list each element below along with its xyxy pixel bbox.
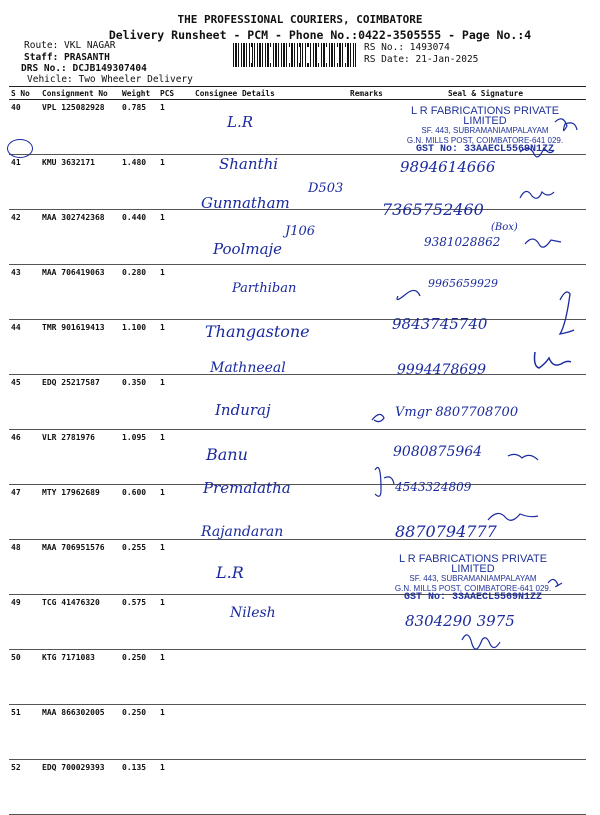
cell-consignee xyxy=(193,760,348,815)
hw-phone-47: Vmgr 8807708700 xyxy=(395,405,519,420)
cell-sno: 40 xyxy=(9,100,40,155)
cell-sno: 48 xyxy=(9,540,40,595)
cell-sno: 49 xyxy=(9,595,40,650)
cell-remarks xyxy=(348,485,385,540)
cell-sno: 50 xyxy=(9,650,40,705)
cell-pcs: 1 xyxy=(158,705,193,760)
cell-consignee xyxy=(193,100,348,155)
hw-phone-48: 9080875964 xyxy=(393,444,483,460)
hw-name-44: Parthiban xyxy=(232,281,297,296)
hw-note-d503: D503 xyxy=(308,181,344,196)
hw-phone-43: 9381028862 xyxy=(424,235,501,249)
barcode-gaps xyxy=(233,47,356,63)
table-row xyxy=(9,485,586,540)
cell-sno: 44 xyxy=(9,320,40,375)
cell-sno: 51 xyxy=(9,705,40,760)
hw-name-51: L.R xyxy=(216,563,244,582)
col-weight: Weight xyxy=(120,87,158,100)
table-row xyxy=(9,760,586,815)
cell-weight: 0.280 xyxy=(120,265,158,320)
cell-weight: 0.575 xyxy=(120,595,158,650)
hw-name-50: Rajandaran xyxy=(201,524,284,540)
cell-sno: 52 xyxy=(9,760,40,815)
runsheet-subtitle: Delivery Runsheet - PCM - Phone No.:0422-3505555 - Page No.:4 xyxy=(108,28,532,42)
cell-remarks xyxy=(348,210,385,265)
cell-remarks xyxy=(348,595,385,650)
hw-name-47: Induraj xyxy=(215,401,271,419)
cell-consignment: MAA 302742368 xyxy=(40,210,120,265)
cell-pcs: 1 xyxy=(158,540,193,595)
cell-remarks xyxy=(348,265,385,320)
cell-sno: 41 xyxy=(9,155,40,210)
stamp-address-line1: SF. 443, SUBRAMANIAMPALAYAM xyxy=(409,574,537,583)
cell-pcs: 1 xyxy=(158,265,193,320)
rs-date: RS Date: 21-Jan-2025 xyxy=(364,54,479,65)
table-row xyxy=(9,155,586,210)
cell-signature xyxy=(385,265,586,320)
cell-consignment: MAA 706419063 xyxy=(40,265,120,320)
hw-name-45: Thangastone xyxy=(205,322,310,341)
cell-consignment: MAA 866302005 xyxy=(40,705,120,760)
col-pcs: PCS xyxy=(158,87,193,100)
hw-note-box: (Box) xyxy=(491,222,518,233)
stamp-company-name: L R FABRICATIONS PRIVATE LIMITED xyxy=(398,553,548,575)
col-sno: S No xyxy=(9,87,40,100)
route-label: Route: VKL NAGAR xyxy=(24,40,116,51)
table-row xyxy=(9,265,586,320)
hw-phone-52: 8304290 3975 xyxy=(405,612,515,630)
drs-label: DRS No.: DCJB149307404 xyxy=(21,63,147,74)
company-stamp-2 xyxy=(378,555,568,603)
table-row xyxy=(9,705,586,760)
cell-consignment: MAA 706951576 xyxy=(40,540,120,595)
cell-pcs: 1 xyxy=(158,430,193,485)
hw-name-43: Poolmaje xyxy=(213,240,283,258)
hw-phone-49: 4543324809 xyxy=(395,480,472,494)
runsheet-table xyxy=(9,86,586,815)
stamp-address-line2: G.N. MILLS POST, COIMBATORE-641 029. xyxy=(394,583,552,593)
cell-consignment: KTG 7171083 xyxy=(40,650,120,705)
hw-name-46: Mathneeal xyxy=(210,360,286,376)
cell-pcs: 1 xyxy=(158,155,193,210)
cell-weight: 0.600 xyxy=(120,485,158,540)
hw-name-49: Premalatha xyxy=(203,479,291,497)
cell-consignment: VLR 2781976 xyxy=(40,430,120,485)
cell-weight: 0.350 xyxy=(120,375,158,430)
cell-sno: 46 xyxy=(9,430,40,485)
cell-consignment: VPL 125082928 xyxy=(40,100,120,155)
col-remarks: Remarks xyxy=(348,87,385,100)
cell-pcs: 1 xyxy=(158,320,193,375)
table-row xyxy=(9,375,586,430)
cell-remarks xyxy=(348,705,385,760)
cell-remarks xyxy=(348,650,385,705)
rs-number: RS No.: 1493074 xyxy=(364,42,450,53)
cell-remarks xyxy=(348,430,385,485)
hw-name-42: Gunnatham xyxy=(201,194,290,212)
col-signature: Seal & Signature xyxy=(385,87,586,100)
cell-remarks xyxy=(348,100,385,155)
cell-signature xyxy=(385,650,586,705)
circled-serial-mark xyxy=(7,139,33,158)
cell-weight: 1.100 xyxy=(120,320,158,375)
hw-phone-41: 9894614666 xyxy=(400,158,496,176)
stamp-address-line2: G.N. MILLS POST, COIMBATORE-641 029. xyxy=(406,135,564,145)
col-consignment: Consignment No xyxy=(40,87,120,100)
hw-name-52: Nilesh xyxy=(230,605,276,621)
cell-signature xyxy=(385,760,586,815)
stamp-gst: GST No: 33AAECL5569N1ZZ xyxy=(415,144,555,155)
hw-phone-50: 8870794777 xyxy=(395,522,497,541)
hw-name-48: Banu xyxy=(206,445,248,464)
table-header-row xyxy=(9,87,586,100)
col-consignee: Consignee Details xyxy=(193,87,348,100)
cell-sno: 43 xyxy=(9,265,40,320)
company-stamp-1 xyxy=(390,107,580,155)
cell-weight: 0.250 xyxy=(120,650,158,705)
vehicle-label: Vehicle: Two Wheeler Delivery xyxy=(27,74,193,85)
cell-consignment: TMR 901619413 xyxy=(40,320,120,375)
cell-signature xyxy=(385,705,586,760)
cell-pcs: 1 xyxy=(158,100,193,155)
stamp-address-line1: SF. 443, SUBRAMANIAMPALAYAM xyxy=(421,126,549,135)
company-title: THE PROFESSIONAL COURIERS, COIMBATORE xyxy=(177,13,423,26)
cell-consignment: EDQ 700029393 xyxy=(40,760,120,815)
hw-phone-44: 9965659929 xyxy=(428,277,498,290)
cell-consignee xyxy=(193,650,348,705)
cell-pcs: 1 xyxy=(158,210,193,265)
staff-label: Staff: PRASANTH xyxy=(24,52,110,63)
cell-pcs: 1 xyxy=(158,485,193,540)
stamp-gst: GST No: 33AAECL5569N1ZZ xyxy=(403,592,543,603)
hw-note-j106: J106 xyxy=(285,224,316,239)
table-row xyxy=(9,430,586,485)
cell-pcs: 1 xyxy=(158,375,193,430)
cell-weight: 0.255 xyxy=(120,540,158,595)
cell-consignment: KMU 3632171 xyxy=(40,155,120,210)
cell-consignment: EDQ 25217587 xyxy=(40,375,120,430)
cell-weight: 0.250 xyxy=(120,705,158,760)
cell-weight: 0.785 xyxy=(120,100,158,155)
table-row xyxy=(9,650,586,705)
cell-sno: 42 xyxy=(9,210,40,265)
cell-weight: 0.135 xyxy=(120,760,158,815)
cell-pcs: 1 xyxy=(158,760,193,815)
cell-remarks xyxy=(348,155,385,210)
cell-remarks xyxy=(348,375,385,430)
cell-consignment: TCG 41476320 xyxy=(40,595,120,650)
hw-name-41: Shanthi xyxy=(219,155,279,173)
cell-weight: 1.480 xyxy=(120,155,158,210)
cell-remarks xyxy=(348,760,385,815)
hw-name-40: L.R xyxy=(227,113,254,131)
cell-weight: 1.095 xyxy=(120,430,158,485)
hw-phone-46: 9994478699 xyxy=(397,362,487,378)
cell-sno: 47 xyxy=(9,485,40,540)
cell-consignee xyxy=(193,595,348,650)
cell-consignment: MTY 17962689 xyxy=(40,485,120,540)
hw-phone-42: 7365752460 xyxy=(382,200,484,219)
stamp-company-name: L R FABRICATIONS PRIVATE LIMITED xyxy=(410,105,560,127)
hw-phone-45: 9843745740 xyxy=(392,315,488,333)
cell-weight: 0.440 xyxy=(120,210,158,265)
cell-signature xyxy=(385,375,586,430)
cell-pcs: 1 xyxy=(158,595,193,650)
cell-pcs: 1 xyxy=(158,650,193,705)
cell-sno: 45 xyxy=(9,375,40,430)
cell-consignee xyxy=(193,705,348,760)
cell-remarks xyxy=(348,320,385,375)
